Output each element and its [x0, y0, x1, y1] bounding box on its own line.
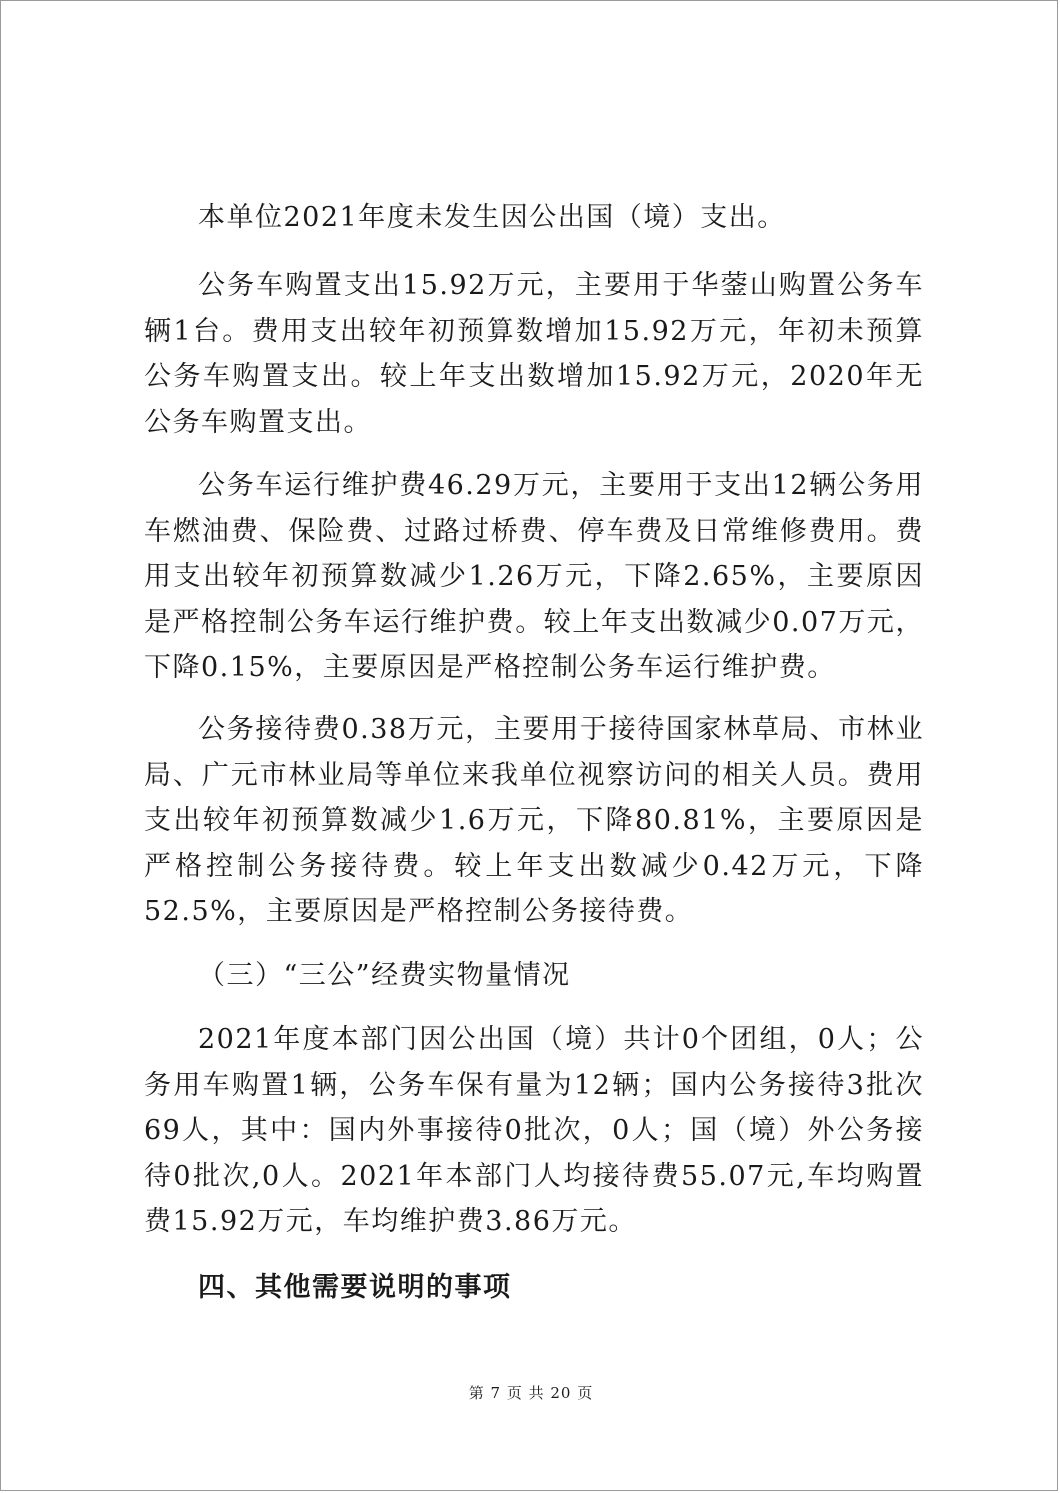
paragraph-vehicle-maintenance: 公务车运行维护费46.29万元，主要用于支出12辆公务用车燃油费、保险费、过路过桥费、停车费及日常维修费用。费用支出较年初预算数减少1.26万元，下降2.65%，主要原因是严格控制公务车运行维护费。较上年支出数减少0.07万元，下降0.15%，主要原因是严格控制公务车运行维护费。 — [144, 470, 924, 683]
section-subheading: （三）“三公”经费实物量情况 — [198, 960, 571, 991]
section-heading: 四、其他需要说明的事项 — [198, 1272, 512, 1303]
paragraph-reception-expenses: 公务接待费0.38万元，主要用于接待国家林草局、市林业局、广元市林业局等单位来我单位视察访问的相关人员。费用支出较年初预算数减少1.6万元，下降80.81%，主要原因是严格控制公务接待费。较上年支出数减少0.42万元，下降52.5%，主要原因是严格控制公务接待费。 — [144, 714, 924, 927]
paragraph-overseas-expenses: 本单位2021年度未发生因公出国（境）支出。 — [198, 202, 786, 233]
page-number: 第 7 页 共 20 页 — [468, 1384, 594, 1402]
paragraph-vehicle-purchase: 公务车购置支出15.92万元，主要用于华蓥山购置公务车辆1台。费用支出较年初预算数增加15.92万元，年初未预算公务车购置支出。较上年支出数增加15.92万元，2020年无公务车购置支出。 — [144, 270, 924, 438]
paragraph-physical-quantities: 2021年度本部门因公出国（境）共计0个团组，0人；公务用车购置1辆，公务车保有量为12辆；国内公务接待3批次69人，其中：国内外事接待0批次，0人；国（境）外公务接待0批次,0人。2021年本部门人均接待费55.07元,车均购置费15.92万元，车均维护费3.86万元。 — [144, 1024, 924, 1237]
